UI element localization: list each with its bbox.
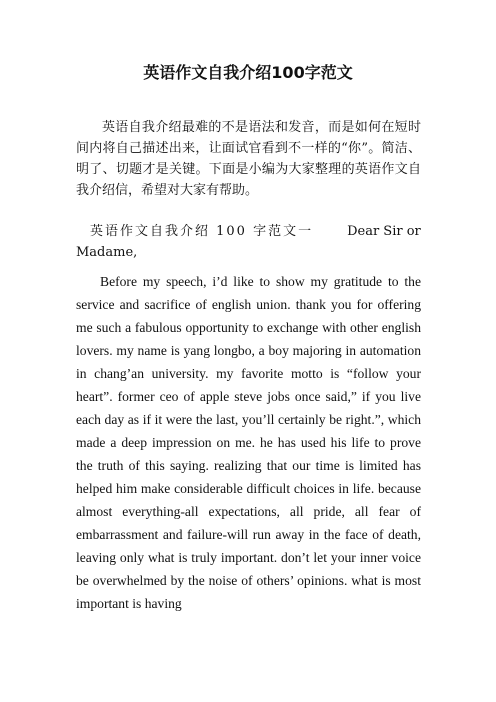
body-paragraph: Before my speech, i’d like to show my gratitude to the service and sacrifice of english union. thank you for offering me such a fabulous opportunity to exchange with other english lovers. my name is yang longbo, a boy majoring in automation in chang’an university. my favorite motto is “follow your heart”. former ceo of apple steve jobs once said,” if you live each day as if it were the last, you’ll certainly be right.”, which made a deep impression on me. he has used his life to prove the truth of this saying. realizing that our time is limited has helped him make considerable difficult choices in life. because almost everything-all expectations, all pride, all fear of embarrassment and failure-will run away in the face of death, leaving only what is truly important. don’t let your inner voice be overwhelmed by the noise of others’ opinions. what is most important is having [76, 274, 421, 611]
salutation: Dear Sir or Madame, [76, 224, 421, 260]
example-heading: 英语作文自我介绍 100 字范文一 [90, 224, 314, 239]
example-heading-line [76, 221, 421, 263]
intro-paragraph: 英语自我介绍最难的不是语法和发音，而是如何在短时间内将自己描述出来，让面试官看到不一样的“你”。简洁、明了、切题才是关键。下面是小编为大家整理的英语作文自我介绍信，希望对大家有帮助。 [76, 120, 421, 198]
document-title: 英语作文自我介绍100字范文 [143, 63, 353, 82]
